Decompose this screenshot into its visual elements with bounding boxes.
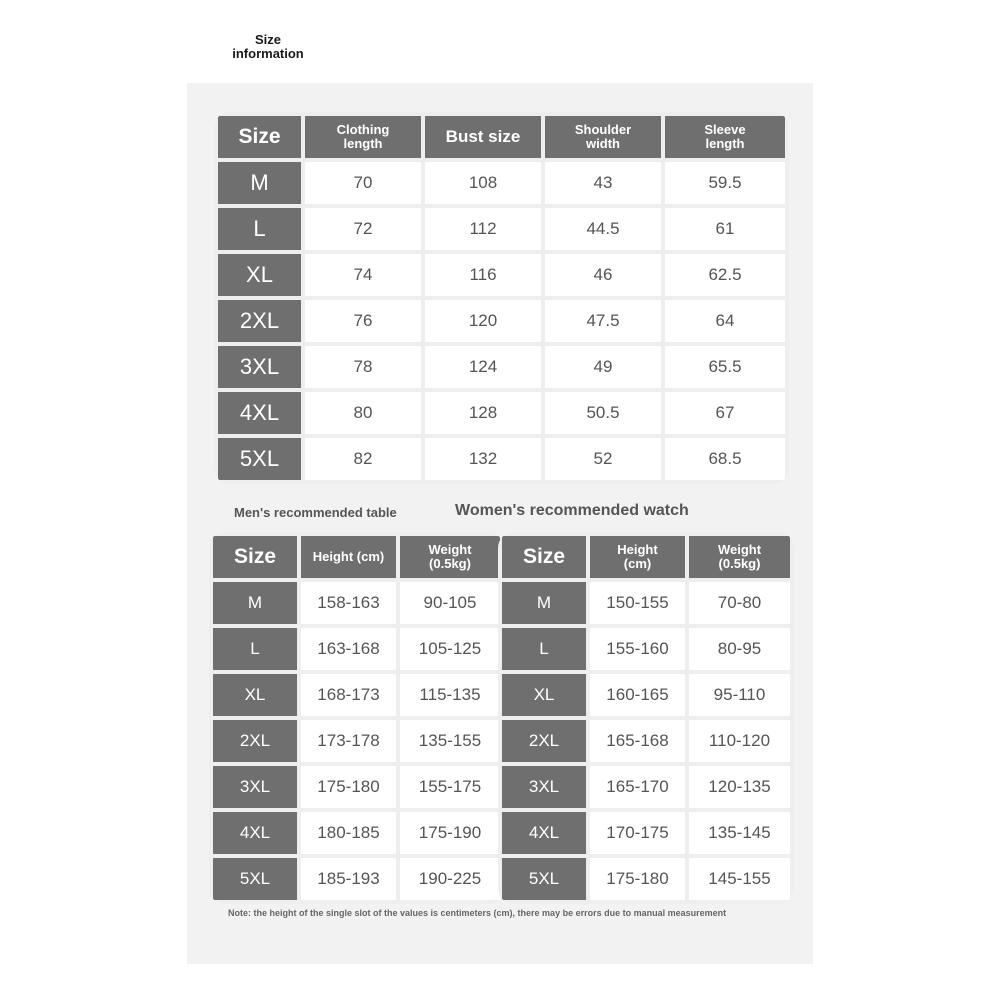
sleeve-length-cell: 64 <box>665 300 785 342</box>
shoulder-width-cell: 43 <box>545 162 661 204</box>
shoulder-width-cell: 52 <box>545 438 661 480</box>
women-size-rows <box>502 582 790 900</box>
table-row <box>502 628 790 670</box>
sleeve-length-cell: 65.5 <box>665 346 785 388</box>
table-row <box>213 858 500 900</box>
shoulder-width-header <box>545 116 661 158</box>
sleeve-length-header-line-1: Sleeve <box>704 122 746 137</box>
shoulder-width-cell: 46 <box>545 254 661 296</box>
clothing-length-cell: 76 <box>305 300 421 342</box>
sleeve-length-cell: 62.5 <box>665 254 785 296</box>
height-cell: 180-185 <box>301 812 396 854</box>
weight-header-line-2: (0.5kg) <box>429 556 471 571</box>
weight-cell: 115-135 <box>400 674 500 716</box>
sleeve-length-header-line-2: length <box>705 136 745 151</box>
height-cell: 175-180 <box>590 858 685 900</box>
weight-header-line-1: Weight <box>428 542 472 557</box>
bust-size-cell: 108 <box>425 162 541 204</box>
size-cell: XL <box>213 674 297 716</box>
weight-header-line-2: (0.5kg) <box>718 556 761 571</box>
size-cell: L <box>218 208 301 250</box>
sleeve-length-cell: 61 <box>665 208 785 250</box>
weight-header <box>400 536 500 578</box>
clothing-length-cell: 78 <box>305 346 421 388</box>
garment-size-table <box>214 112 789 484</box>
weight-header <box>689 536 790 578</box>
bust-size-header: Bust size <box>425 116 541 158</box>
height-cell: 185-193 <box>301 858 396 900</box>
clothing-length-cell: 70 <box>305 162 421 204</box>
bust-size-cell: 132 <box>425 438 541 480</box>
bust-size-cell: 124 <box>425 346 541 388</box>
size-cell: M <box>213 582 297 624</box>
weight-header-line-1: Weight <box>717 542 762 557</box>
table-row <box>502 582 790 624</box>
size-cell: 4XL <box>502 812 586 854</box>
weight-cell: 70-80 <box>689 582 790 624</box>
sleeve-length-cell: 67 <box>665 392 785 434</box>
clothing-length-header <box>305 116 421 158</box>
height-cell: 168-173 <box>301 674 396 716</box>
women-recommended-label: Women's recommended watch <box>455 502 689 519</box>
clothing-length-header-line-1: Clothing <box>336 122 390 137</box>
weight-cell: 95-110 <box>689 674 790 716</box>
clothing-length-cell: 82 <box>305 438 421 480</box>
title-line-1: Size <box>254 32 281 47</box>
shoulder-width-cell: 47.5 <box>545 300 661 342</box>
size-header: Size <box>213 536 297 578</box>
size-cell: 5XL <box>502 858 586 900</box>
sleeve-length-cell: 68.5 <box>665 438 785 480</box>
bust-size-cell: 120 <box>425 300 541 342</box>
height-cell: 155-160 <box>590 628 685 670</box>
shoulder-width-cell: 44.5 <box>545 208 661 250</box>
measurement-note: Note: the height of the single slot of the values is centimeters (cm), there may be errors due to manual measurement <box>228 908 727 918</box>
height-cell: 163-168 <box>301 628 396 670</box>
size-cell: XL <box>218 254 301 296</box>
shoulder-width-cell: 50.5 <box>545 392 661 434</box>
size-cell: 4XL <box>218 392 301 434</box>
weight-cell: 135-145 <box>689 812 790 854</box>
weight-cell: 110-120 <box>689 720 790 762</box>
men-recommended-table <box>209 532 504 904</box>
size-cell: L <box>502 628 586 670</box>
weight-cell: 145-155 <box>689 858 790 900</box>
height-cell: 160-165 <box>590 674 685 716</box>
table-row <box>218 254 785 296</box>
weight-cell: 175-190 <box>400 812 500 854</box>
size-cell: 5XL <box>218 438 301 480</box>
height-cell: 150-155 <box>590 582 685 624</box>
clothing-length-cell: 74 <box>305 254 421 296</box>
table-row <box>218 300 785 342</box>
sleeve-length-cell: 59.5 <box>665 162 785 204</box>
table-row <box>502 812 790 854</box>
weight-cell: 120-135 <box>689 766 790 808</box>
men-size-rows <box>213 582 500 900</box>
size-header: Size <box>502 536 586 578</box>
table-row <box>213 766 500 808</box>
shoulder-width-header-line-2: width <box>586 136 620 151</box>
bust-size-cell: 116 <box>425 254 541 296</box>
table-row <box>218 346 785 388</box>
height-header: Height (cm) <box>301 536 396 578</box>
size-cell: 2XL <box>502 720 586 762</box>
table-row <box>502 858 790 900</box>
size-cell: M <box>218 162 301 204</box>
height-header-line-2: (cm) <box>623 556 652 571</box>
size-cell: XL <box>502 674 586 716</box>
table-row <box>213 812 500 854</box>
table-row <box>502 720 790 762</box>
size-cell: 4XL <box>213 812 297 854</box>
height-cell: 173-178 <box>301 720 396 762</box>
height-header <box>590 536 685 578</box>
table-row <box>218 392 785 434</box>
table-row <box>218 208 785 250</box>
weight-cell: 190-225 <box>400 858 500 900</box>
size-header: Size <box>218 116 301 158</box>
height-header-line-1: Height <box>617 542 658 557</box>
header-row <box>213 536 500 578</box>
height-cell: 165-170 <box>590 766 685 808</box>
weight-cell: 80-95 <box>689 628 790 670</box>
size-cell: M <box>502 582 586 624</box>
size-cell: 3XL <box>213 766 297 808</box>
size-cell: 5XL <box>213 858 297 900</box>
weight-cell: 155-175 <box>400 766 500 808</box>
weight-cell: 135-155 <box>400 720 500 762</box>
garment-size-rows <box>218 162 785 480</box>
table-row <box>213 628 500 670</box>
height-cell: 158-163 <box>301 582 396 624</box>
clothing-length-cell: 80 <box>305 392 421 434</box>
size-cell: 2XL <box>218 300 301 342</box>
bust-size-cell: 112 <box>425 208 541 250</box>
size-cell: 3XL <box>502 766 586 808</box>
weight-cell: 105-125 <box>400 628 500 670</box>
men-recommended-label: Men's recommended table <box>234 505 397 520</box>
clothing-length-header-line-2: length <box>343 136 383 151</box>
shoulder-width-cell: 49 <box>545 346 661 388</box>
table-row <box>213 720 500 762</box>
height-cell: 175-180 <box>301 766 396 808</box>
header-row <box>218 116 785 158</box>
size-cell: 2XL <box>213 720 297 762</box>
shoulder-width-header-line-1: Shoulder <box>574 122 632 137</box>
weight-cell: 90-105 <box>400 582 500 624</box>
size-cell: 3XL <box>218 346 301 388</box>
sleeve-length-header <box>665 116 785 158</box>
table-row <box>213 674 500 716</box>
table-row <box>502 674 790 716</box>
header-row <box>502 536 790 578</box>
table-row <box>502 766 790 808</box>
title-line-2: information <box>232 46 304 61</box>
table-row <box>218 438 785 480</box>
size-cell: L <box>213 628 297 670</box>
clothing-length-cell: 72 <box>305 208 421 250</box>
table-row <box>218 162 785 204</box>
height-cell: 165-168 <box>590 720 685 762</box>
height-cell: 170-175 <box>590 812 685 854</box>
bust-size-cell: 128 <box>425 392 541 434</box>
document-title <box>222 33 314 61</box>
table-row <box>213 582 500 624</box>
women-recommended-table <box>498 532 794 904</box>
